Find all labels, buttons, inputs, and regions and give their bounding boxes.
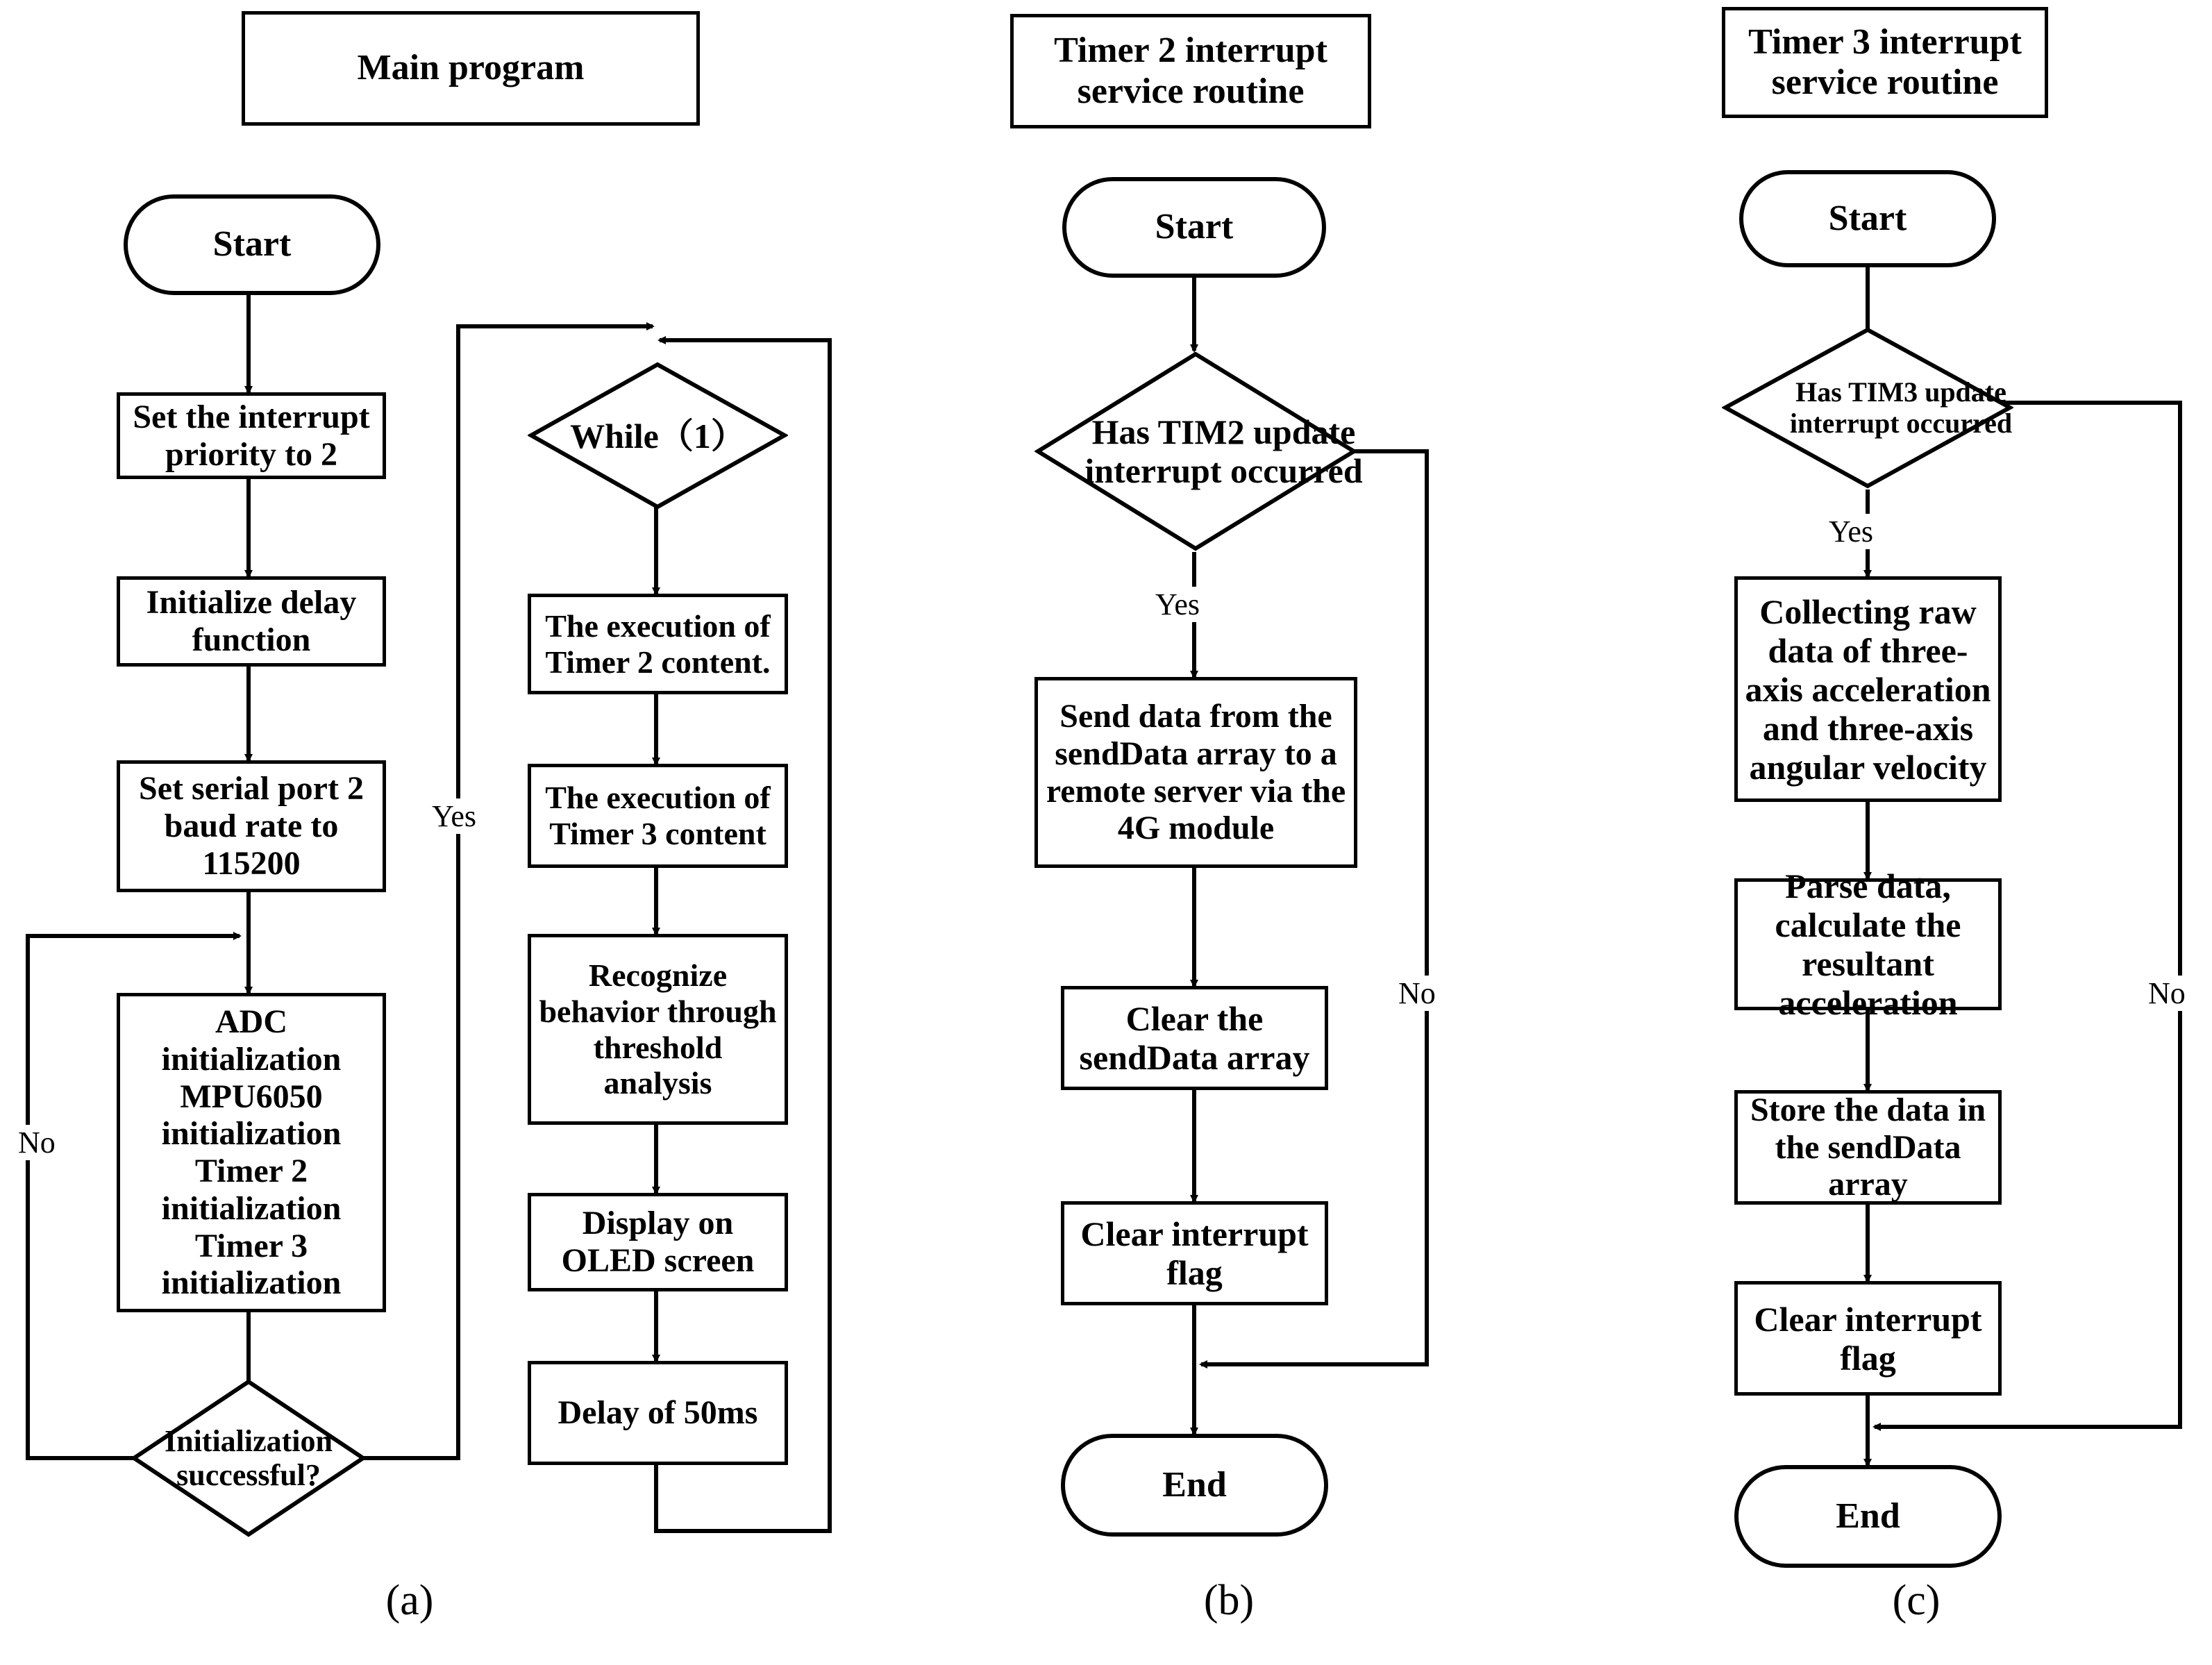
- panel-b-clear-flag-label: Clear interrupt flag: [1080, 1214, 1309, 1292]
- panel-b-end-label: End: [1162, 1464, 1227, 1505]
- panel-a-timer2-exec-label: The execution of Timer 2 content.: [545, 608, 771, 680]
- panel-b-clear-array-label: Clear the sendData array: [1079, 999, 1310, 1077]
- panel-b-title-label: Timer 2 interrupt service routine: [1054, 31, 1327, 111]
- panel-c-end-node: [1734, 1465, 2002, 1568]
- panel-a-while-label: While（1）: [570, 416, 746, 455]
- panel-a-while-node: [528, 361, 788, 510]
- panel-a-set-serial-label: Set serial port 2 baud rate to 115200: [139, 770, 364, 882]
- panel-a-title: [242, 11, 700, 126]
- panel-a-set-priority-label: Set the interrupt priority to 2: [133, 398, 370, 473]
- panel-b-send-label: Send data from the sendData array to a remote server via the 4G module: [1046, 698, 1346, 847]
- panel-a-delay-label: Delay of 50ms: [558, 1394, 758, 1432]
- panel-c-store-node: [1734, 1090, 2002, 1205]
- panel-b-clear-array-node: [1061, 986, 1328, 1090]
- panel-a-no-label: No: [15, 1125, 58, 1160]
- panel-c-check-label: Has TIM3 update interrupt occurred: [1789, 376, 2013, 439]
- panel-a-display-node: [528, 1193, 788, 1291]
- panel-a-init-block-node: [117, 993, 386, 1312]
- panel-c-collect-label: Collecting raw data of three-axis acceleration and three-axis angular velocity: [1745, 592, 1991, 787]
- panel-a-init-delay-label: Initialize delay function: [146, 584, 357, 658]
- panel-b-start-node: [1062, 177, 1326, 278]
- panel-a-timer3-exec-label: The execution of Timer 3 content: [545, 780, 771, 851]
- panel-a-title-label: Main program: [357, 48, 585, 88]
- panel-a-start-node: [124, 194, 380, 295]
- panel-c-end-label: End: [1836, 1496, 1900, 1536]
- panel-c-start-node: [1739, 170, 1996, 267]
- panel-c-store-label: Store the data in the sendData array: [1750, 1091, 1986, 1203]
- panel-c-title-label: Timer 3 interrupt service routine: [1748, 22, 2022, 102]
- panel-b-check-node: [1034, 351, 1363, 552]
- panel-a-init-check-node: [131, 1378, 367, 1538]
- panel-a-display-label: Display on OLED screen: [561, 1205, 755, 1279]
- panel-c-title: [1722, 7, 2048, 118]
- panel-a-init-delay-node: [117, 576, 386, 667]
- panel-b-send-node: [1034, 677, 1357, 868]
- panel-a-start-label: Start: [212, 224, 292, 265]
- panel-b-start-label: Start: [1155, 207, 1234, 247]
- panel-b-yes-label: Yes: [1153, 587, 1203, 622]
- panel-b-clear-flag-node: [1061, 1201, 1328, 1305]
- panel-c-check-node: [1722, 326, 2013, 490]
- panel-b-title: [1010, 14, 1371, 128]
- panel-a-recognize-node: [528, 934, 788, 1125]
- panel-b-check-label: Has TIM2 update interrupt occurred: [1084, 412, 1363, 490]
- panel-a-timer3-exec-node: [528, 764, 788, 868]
- panel-a-delay-node: [528, 1361, 788, 1465]
- panel-c-yes-label: Yes: [1826, 514, 1876, 549]
- panel-a-init-check-label: Initialization successful?: [164, 1423, 333, 1492]
- panel-a-timer2-exec-node: [528, 594, 788, 694]
- panel-a-init-block-label: ADC initialization MPU6050 initialization Timer 2 initialization Timer 3 initialization: [161, 1003, 342, 1302]
- panel-c-start-label: Start: [1828, 198, 1907, 238]
- panel-c-clear-flag-label: Clear interrupt flag: [1754, 1299, 1982, 1378]
- panel-a-yes-label: Yes: [429, 798, 479, 834]
- panel-c-collect-node: [1734, 576, 2002, 802]
- panel-a-caption: (a): [385, 1577, 434, 1624]
- panel-a-recognize-label: Recognize behavior through threshold analysis: [539, 957, 777, 1101]
- panel-c-parse-label: Parse data, calculate the resultant acceleration: [1775, 867, 1961, 1022]
- panel-b-end-node: [1061, 1434, 1328, 1537]
- panel-c-no-label: No: [2145, 976, 2188, 1011]
- panel-c-caption: (c): [1892, 1577, 1941, 1624]
- panel-c-parse-node: [1734, 867, 2002, 1022]
- panel-b-caption: (b): [1203, 1577, 1255, 1624]
- panel-b-no-label: No: [1396, 976, 1439, 1011]
- panel-c-clear-flag-node: [1734, 1281, 2002, 1396]
- panel-a-set-priority-node: [117, 392, 386, 479]
- panel-a-set-serial-node: [117, 760, 386, 892]
